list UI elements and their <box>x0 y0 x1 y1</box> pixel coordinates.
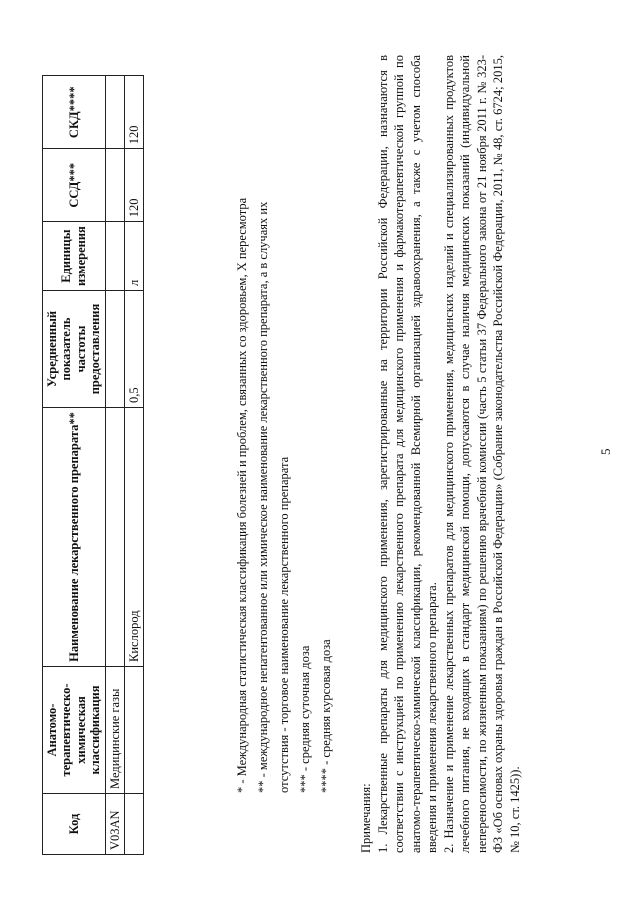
cell-code: V03AN <box>105 794 124 855</box>
footnote-line: отсутствия - торговое наименование лекарственного препарата <box>277 456 291 793</box>
table-row <box>105 76 124 855</box>
cell-frequency <box>105 291 124 408</box>
footnote-line: **** - средняя курсовая доза <box>319 639 333 793</box>
cell-units: л <box>124 222 143 291</box>
cell-skd <box>105 76 124 149</box>
header-ssd: ССД*** <box>43 149 106 222</box>
header-frequency: Усредненный показатель частоты предоставления <box>43 291 106 408</box>
notes-section <box>358 55 523 853</box>
table-row <box>124 76 143 855</box>
table-header-row <box>43 76 106 855</box>
header-atc: Анатомо-терапевтическо-химическая классификация <box>43 667 106 794</box>
cell-drug-name <box>105 408 124 667</box>
header-skd: СКД**** <box>43 76 106 149</box>
cell-skd: 120 <box>124 76 143 149</box>
cell-frequency: 0,5 <box>124 291 143 408</box>
header-units: Единицы измерения <box>43 222 106 291</box>
header-code: Код <box>43 794 106 855</box>
cell-ssd: 120 <box>124 149 143 222</box>
cell-atc <box>124 667 143 794</box>
drug-table <box>42 75 144 855</box>
footnotes <box>232 198 337 793</box>
footnote-line: ** - международное непатентованное или химическое наименование лекарственного препарата, а в случаях их <box>256 201 270 793</box>
cell-code <box>124 794 143 855</box>
cell-drug-name: Кислород <box>124 408 143 667</box>
cell-atc: Медицинские газы <box>105 667 124 794</box>
cell-ssd <box>105 149 124 222</box>
note-item: 2. Назначение и применение лекарственных препаратов для медицинского применения, медицинских изделий и специализированных продуктов лечебного питания, не входящих в стандарт медицинской помощи, допускаются в случае наличия медицинских показаний (индивидуальной непереносимости, по жизненным показаниям) по решению врачебной комиссии (часть 5 статьи 37 Федерального закона от 21 ноября 2011 г. № 323-ФЗ «Об основах охраны здоровья граждан в Российской Федерации» (Собрание законодательства Российской Федерации, 2011, № 48, ст. 6724; 2015, № 10, ст. 1425)). <box>441 55 522 853</box>
footnote-line: *** - средняя суточная доза <box>298 645 312 793</box>
note-item: 1. Лекарственные препараты для медицинского применения, зарегистрированные на территории Российской Федерации, назначаются в соответствии с инструкцией по применению лекарственного препарата для медицинского применения и фармакотерапевтической группой по анатомо-терапевтическо-химической классификации, рекомендованной Всемирной организацией здравоохранения, а также с учетом способа введения и применения лекарственного препарата. <box>375 55 439 853</box>
footnote-line: * - Международная статистическая классификация болезней и проблем, связанных со здоровьем, X пересмотра <box>235 197 249 793</box>
page-number: 5 <box>598 448 613 455</box>
cell-units <box>105 222 124 291</box>
header-drug-name: Наименование лекарственного препарата** <box>43 408 106 667</box>
notes-title: Примечания: <box>359 783 373 853</box>
